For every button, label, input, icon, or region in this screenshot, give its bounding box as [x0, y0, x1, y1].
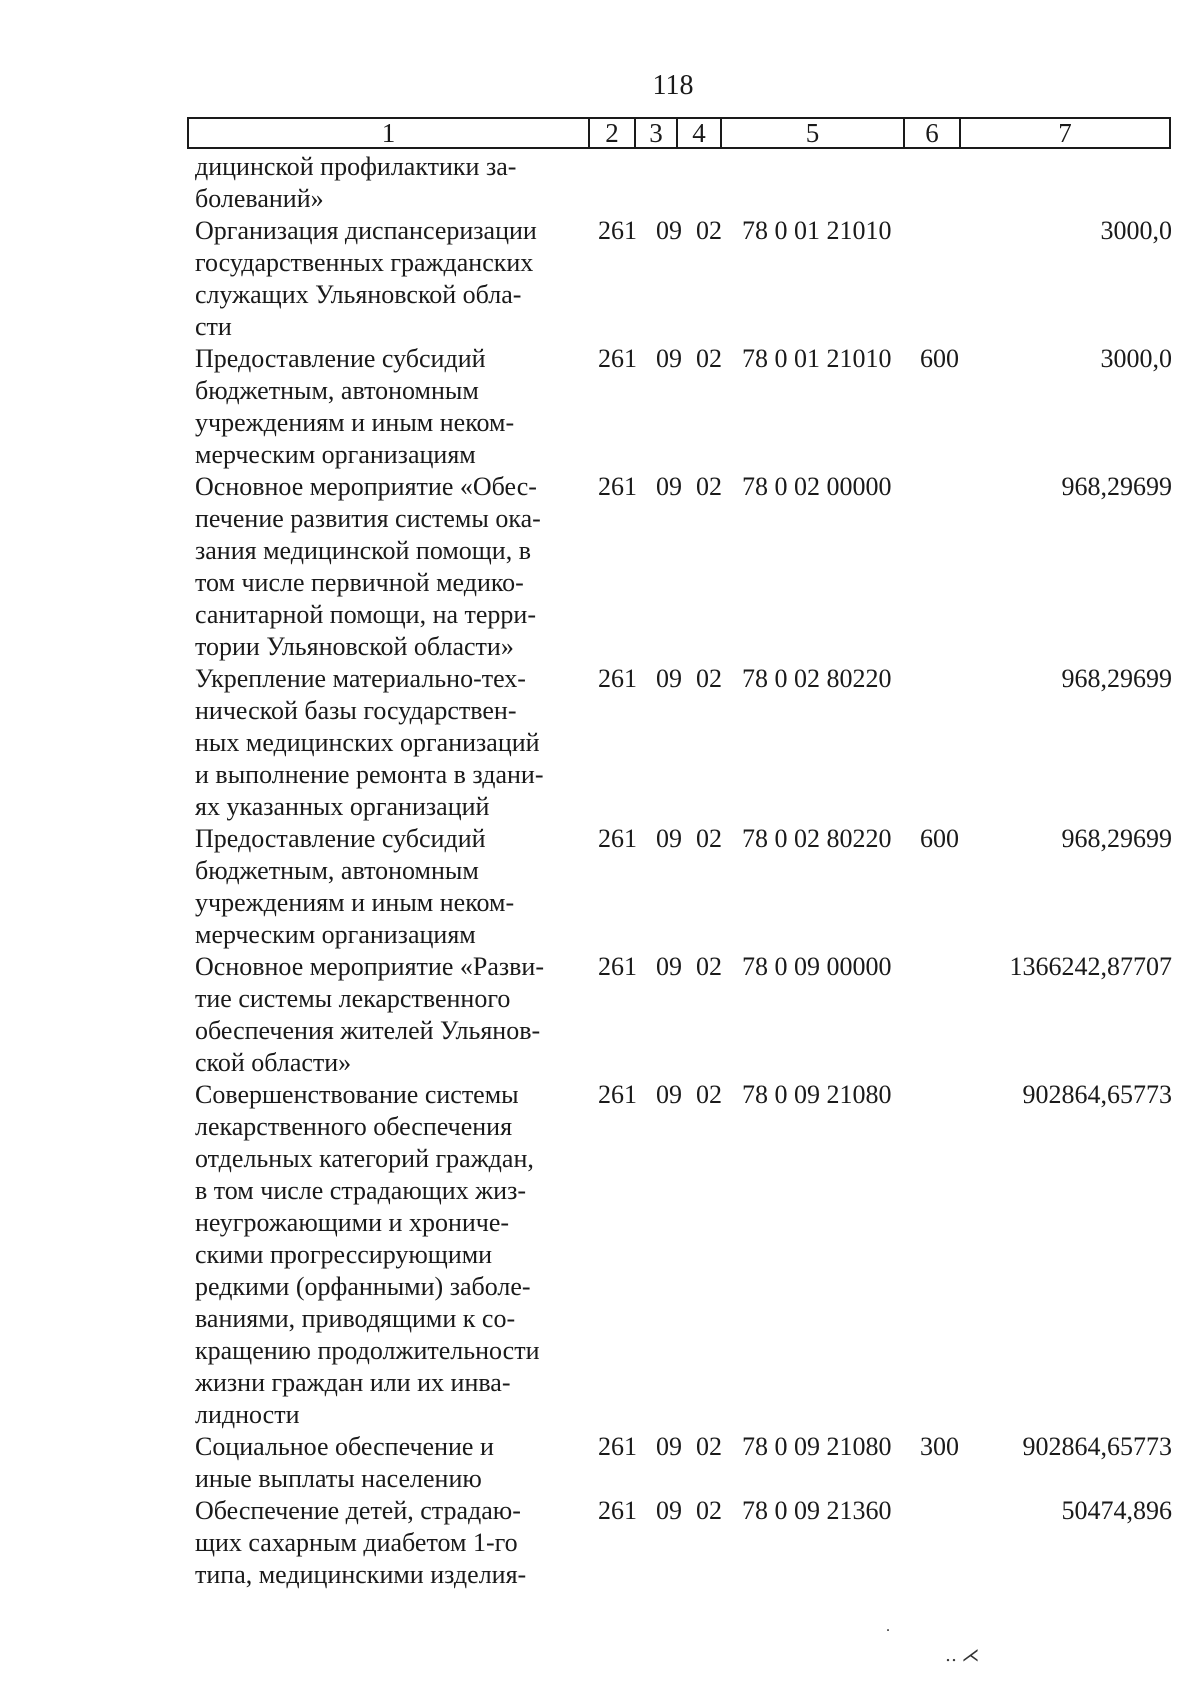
- page-number: 118: [652, 70, 694, 101]
- row-ved-code: 261: [598, 216, 637, 245]
- table-row: [195, 471, 1185, 663]
- row-target-code: 78 0 02 80220: [742, 824, 892, 853]
- header-col-1: 1: [189, 119, 590, 147]
- row-name: Предоставление субсидий бюджетным, автономным учреждениям и иным неком- мерческим организациям: [195, 344, 515, 469]
- row-section-code: 09: [656, 344, 682, 373]
- row-amount: 968,29699: [1061, 472, 1172, 501]
- row-name: Основное мероприятие «Разви- тие системы лекарственного обеспечения жителей Ульянов- ской области»: [195, 952, 544, 1077]
- header-col-6: 6: [905, 119, 961, 147]
- row-ved-code: 261: [598, 824, 637, 853]
- table-body: [195, 151, 1185, 1591]
- row-section-code: 09: [656, 1080, 682, 1109]
- table-row: [195, 951, 1185, 1079]
- header-col-4: 4: [678, 119, 722, 147]
- table-row: [195, 1431, 1185, 1495]
- table-header: [187, 117, 1171, 149]
- row-ved-code: 261: [598, 952, 637, 981]
- row-name: Совершенствование системы лекарственного обеспечения отдельных категорий граждан, в том числе страдающих жиз- неугрожающими и хрониче- скими прогрессирующими редкими (орфанными) заболе- ваниями, приводящими к со- кращению продолжительности жизни граждан или их инва- лидности: [195, 1080, 540, 1429]
- row-section-code: 09: [656, 1496, 682, 1525]
- row-section-code: 09: [656, 664, 682, 693]
- row-target-code: 78 0 01 21010: [742, 216, 892, 245]
- header-col-7: 7: [1058, 118, 1072, 148]
- row-subsection-code: 02: [696, 952, 722, 981]
- row-ved-code: 261: [598, 1496, 637, 1525]
- row-target-code: 78 0 09 21080: [742, 1080, 892, 1109]
- row-expense-type-code: 600: [920, 344, 959, 373]
- row-subsection-code: 02: [696, 1496, 722, 1525]
- row-name: Обеспечение детей, страдаю- щих сахарным диабетом 1-го типа, медицинскими изделия-: [195, 1496, 527, 1589]
- row-target-code: 78 0 09 21360: [742, 1496, 892, 1525]
- row-subsection-code: 02: [696, 664, 722, 693]
- row-subsection-code: 02: [696, 1080, 722, 1109]
- row-amount: 968,29699: [1061, 824, 1172, 853]
- row-target-code: 78 0 01 21010: [742, 344, 892, 373]
- row-name: Укрепление материально-тех- нической базы государствен- ных медицинских организаций и выполнение ремонта в здани- ях указанных организаций: [195, 664, 544, 821]
- row-ved-code: 261: [598, 1080, 637, 1109]
- row-name: Социальное обеспечение и иные выплаты населению: [195, 1432, 494, 1493]
- scan-artifact: ˙: [885, 1625, 891, 1645]
- table-row: [195, 823, 1185, 951]
- table-row: [195, 343, 1185, 471]
- row-ved-code: 261: [598, 1432, 637, 1461]
- row-name: Предоставление субсидий бюджетным, автономным учреждениям и иным неком- мерческим организациям: [195, 824, 515, 949]
- header-col-3: 3: [636, 119, 678, 147]
- row-amount: 1366242,87707: [1009, 952, 1172, 981]
- row-amount: 3000,0: [1100, 216, 1172, 245]
- row-ved-code: 261: [598, 664, 637, 693]
- header-col-2: 2: [590, 119, 636, 147]
- row-name: Основное мероприятие «Обес- печение развития системы ока- зания медицинской помощи, в том числе первичной медико- санитарной помощи, на терри- тории Ульяновской области»: [195, 472, 541, 661]
- row-target-code: 78 0 09 00000: [742, 952, 892, 981]
- row-amount: 3000,0: [1100, 344, 1172, 373]
- table-row: [195, 663, 1185, 823]
- row-section-code: 09: [656, 824, 682, 853]
- table-row: [195, 1495, 1185, 1591]
- row-name: дицинской профилактики за- болеваний»: [195, 152, 517, 213]
- table-row: [195, 215, 1185, 343]
- row-section-code: 09: [656, 472, 682, 501]
- row-expense-type-code: 300: [920, 1432, 959, 1461]
- row-amount: 902864,65773: [1022, 1432, 1172, 1461]
- row-subsection-code: 02: [696, 1432, 722, 1461]
- row-section-code: 09: [656, 216, 682, 245]
- row-subsection-code: 02: [696, 472, 722, 501]
- row-section-code: 09: [656, 952, 682, 981]
- row-ved-code: 261: [598, 472, 637, 501]
- row-subsection-code: 02: [696, 216, 722, 245]
- row-target-code: 78 0 02 80220: [742, 664, 892, 693]
- row-amount: 968,29699: [1061, 664, 1172, 693]
- row-name: Организация диспансеризации государственных гражданских служащих Ульяновской обла- сти: [195, 216, 537, 341]
- row-target-code: 78 0 09 21080: [742, 1432, 892, 1461]
- row-amount: 902864,65773: [1022, 1080, 1172, 1109]
- row-expense-type-code: 600: [920, 824, 959, 853]
- row-subsection-code: 02: [696, 344, 722, 373]
- scan-artifact: ‥ ⋌: [945, 1645, 980, 1665]
- row-subsection-code: 02: [696, 824, 722, 853]
- table-row: [195, 151, 1185, 215]
- row-ved-code: 261: [598, 344, 637, 373]
- table-row: [195, 1079, 1185, 1431]
- row-section-code: 09: [656, 1432, 682, 1461]
- header-col-5: 5: [722, 119, 905, 147]
- row-target-code: 78 0 02 00000: [742, 472, 892, 501]
- row-amount: 50474,896: [1061, 1496, 1172, 1525]
